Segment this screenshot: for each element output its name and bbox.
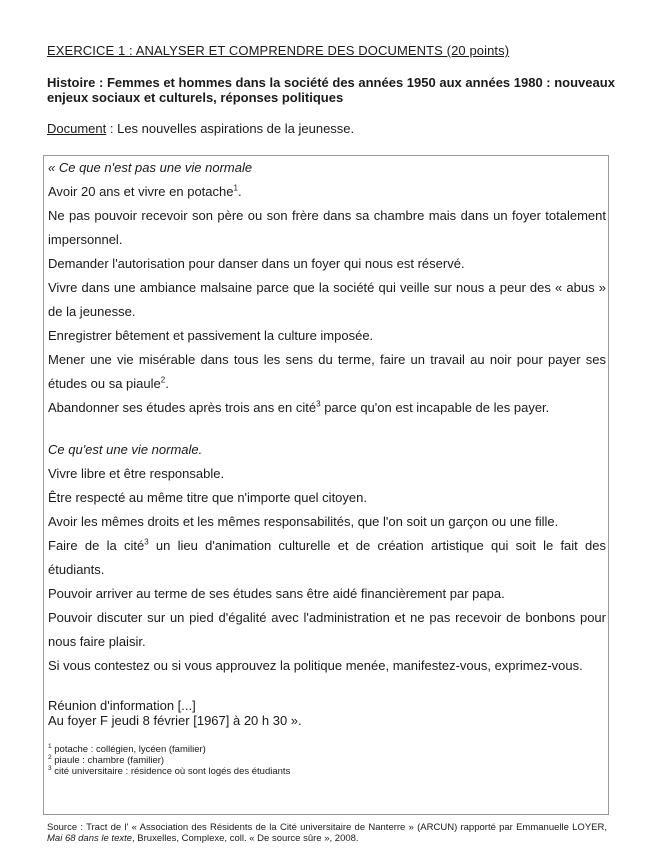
document-box bbox=[43, 155, 609, 815]
document-heading bbox=[47, 121, 354, 136]
source-citation: Source : Tract de l' « Association des Résidents de la Cité universitaire de Nanterre » (ARCUN) rapporté par Emmanuelle LOYER, Mai 68 dans le texte, Bruxelles, Complexe, coll. « De source sûre », 2008. bbox=[47, 822, 607, 844]
heading-normal: Ce qu'est une vie normale. bbox=[48, 442, 203, 457]
tract-line: Avoir 20 ans et vivre en potache$^1$. bbox=[48, 183, 242, 199]
tract-line: Mener une vie misérable dans tous les sens du terme, faire un travail au noir pour payer ses études ou sa piaule$^2$. bbox=[48, 352, 606, 391]
history-theme: Histoire : Femmes et hommes dans la société des années 1950 aux années 1980 : nouveaux enjeux sociaux et culturels, réponses politiques bbox=[47, 75, 615, 105]
heading-not-normal: « Ce que n'est pas une vie normale bbox=[48, 160, 253, 175]
document-separator: : bbox=[106, 121, 118, 136]
tract-line: Vivre dans une ambiance malsaine parce que la société qui veille sur nous a peur des « abus » de la jeunesse. bbox=[48, 280, 606, 319]
tract-line: Faire de la cité$^3$ un lieu d'animation culturelle et de création artistique qui soit le fait des étudiants. bbox=[48, 537, 606, 577]
footnotes bbox=[48, 744, 606, 777]
tract-line: Vivre libre et être responsable. bbox=[48, 466, 225, 481]
tract-line: Ne pas pouvoir recevoir son père ou son frère dans sa chambre mais dans un foyer totalement impersonnel. bbox=[48, 208, 606, 247]
meeting-date: Au foyer F jeudi 8 février [1967] à 20 h 30 ». bbox=[48, 713, 302, 728]
tract-line: Si vous contestez ou si vous approuvez la politique menée, manifestez-vous, exprimez-vous. bbox=[48, 658, 583, 673]
source-book-title: Mai 68 dans le texte bbox=[47, 833, 133, 844]
tract-line: Demander l'autorisation pour danser dans un foyer qui nous est réservé. bbox=[48, 256, 465, 271]
tract-line: Être respecté au même titre que n'importe quel citoyen. bbox=[48, 490, 367, 505]
tract-text bbox=[48, 156, 606, 777]
footnote: $^3$ cité universitaire : résidence où sont logés des étudiants bbox=[48, 764, 291, 777]
meeting-line: Réunion d'information [...] bbox=[48, 698, 196, 713]
footnote: $^1$ potache : collégien, lycéen (familier) bbox=[48, 742, 206, 755]
tract-line: Pouvoir arriver au terme de ses études sans être aidé financièrement par papa. bbox=[48, 586, 505, 601]
tract-line: Avoir les mêmes droits et les mêmes responsabilités, que l'on soit un garçon ou une fille. bbox=[48, 514, 559, 529]
exercise-title: EXERCICE 1 : ANALYSER ET COMPRENDRE DES DOCUMENTS (20 points) bbox=[47, 43, 510, 58]
tract-line: Abandonner ses études après trois ans en cité$^3$ parce qu'on est incapable de les payer. bbox=[48, 399, 550, 415]
document-label: Document bbox=[47, 121, 107, 136]
tract-line: Enregistrer bêtement et passivement la culture imposée. bbox=[48, 328, 374, 343]
document-title: Les nouvelles aspirations de la jeunesse. bbox=[117, 121, 355, 136]
tract-line: Pouvoir discuter sur un pied d'égalité avec l'administration et ne pas recevoir de bonbons pour nous faire plaisir. bbox=[48, 610, 606, 649]
footnote: $^2$ piaule : chambre (familier) bbox=[48, 753, 165, 766]
